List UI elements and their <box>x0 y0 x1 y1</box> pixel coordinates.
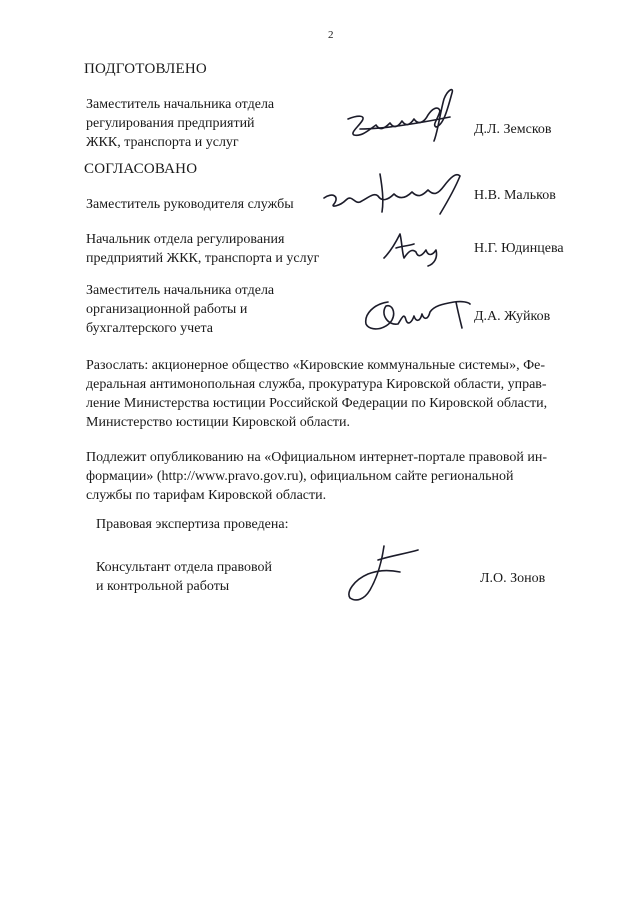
agreed-signer-2-position: Начальник отдела регулирования предприятий ЖКК, транспорта и услуг <box>86 232 320 266</box>
agreed-signer-2-name: Н.Г. Юдинцева <box>474 241 564 256</box>
page-number: 2 <box>328 29 334 41</box>
agreed-signer-1-position: Заместитель руководителя службы <box>86 197 294 212</box>
legal-review-heading: Правовая экспертиза проведена: <box>96 517 289 532</box>
agreed-signer-3-name: Д.А. Жуйков <box>474 309 551 324</box>
signature-zonov <box>338 540 428 610</box>
publication-note: Подлежит опубликованию на «Официальном интернет-портале правовой ин- формации» (http://www.pravo.gov.ru), официальном сайте региональной службы по тарифам Кировской области. <box>86 450 548 503</box>
legal-review-signer-name: Л.О. Зонов <box>480 571 546 586</box>
signature-yudintseva <box>378 228 448 268</box>
prepared-signer-name: Д.Л. Земсков <box>474 122 552 137</box>
signature-zhuykov <box>358 290 478 340</box>
agreed-signer-1-name: Н.В. Мальков <box>474 188 556 203</box>
distribution-list: Разослать: акционерное общество «Кировские коммунальные системы», Фе- деральная антимонопольная служба, прокуратура Кировской области, управ- ление Министерства юстиции Российской Федерации по Кировской области, Министерство юстиции Кировской области. <box>86 358 548 430</box>
signature-zemskov <box>340 85 470 145</box>
agreed-heading: СОГЛАСОВАНО <box>84 161 198 177</box>
signature-malkov <box>318 162 478 222</box>
legal-review-signer-position: Консультант отдела правовой и контрольной работы <box>96 560 273 594</box>
agreed-signer-3-position: Заместитель начальника отдела организационной работы и бухгалтерского учета <box>86 283 275 336</box>
prepared-heading: ПОДГОТОВЛЕНО <box>84 61 207 77</box>
prepared-signer-position: Заместитель начальника отдела регулирования предприятий ЖКК, транспорта и услуг <box>86 97 275 150</box>
